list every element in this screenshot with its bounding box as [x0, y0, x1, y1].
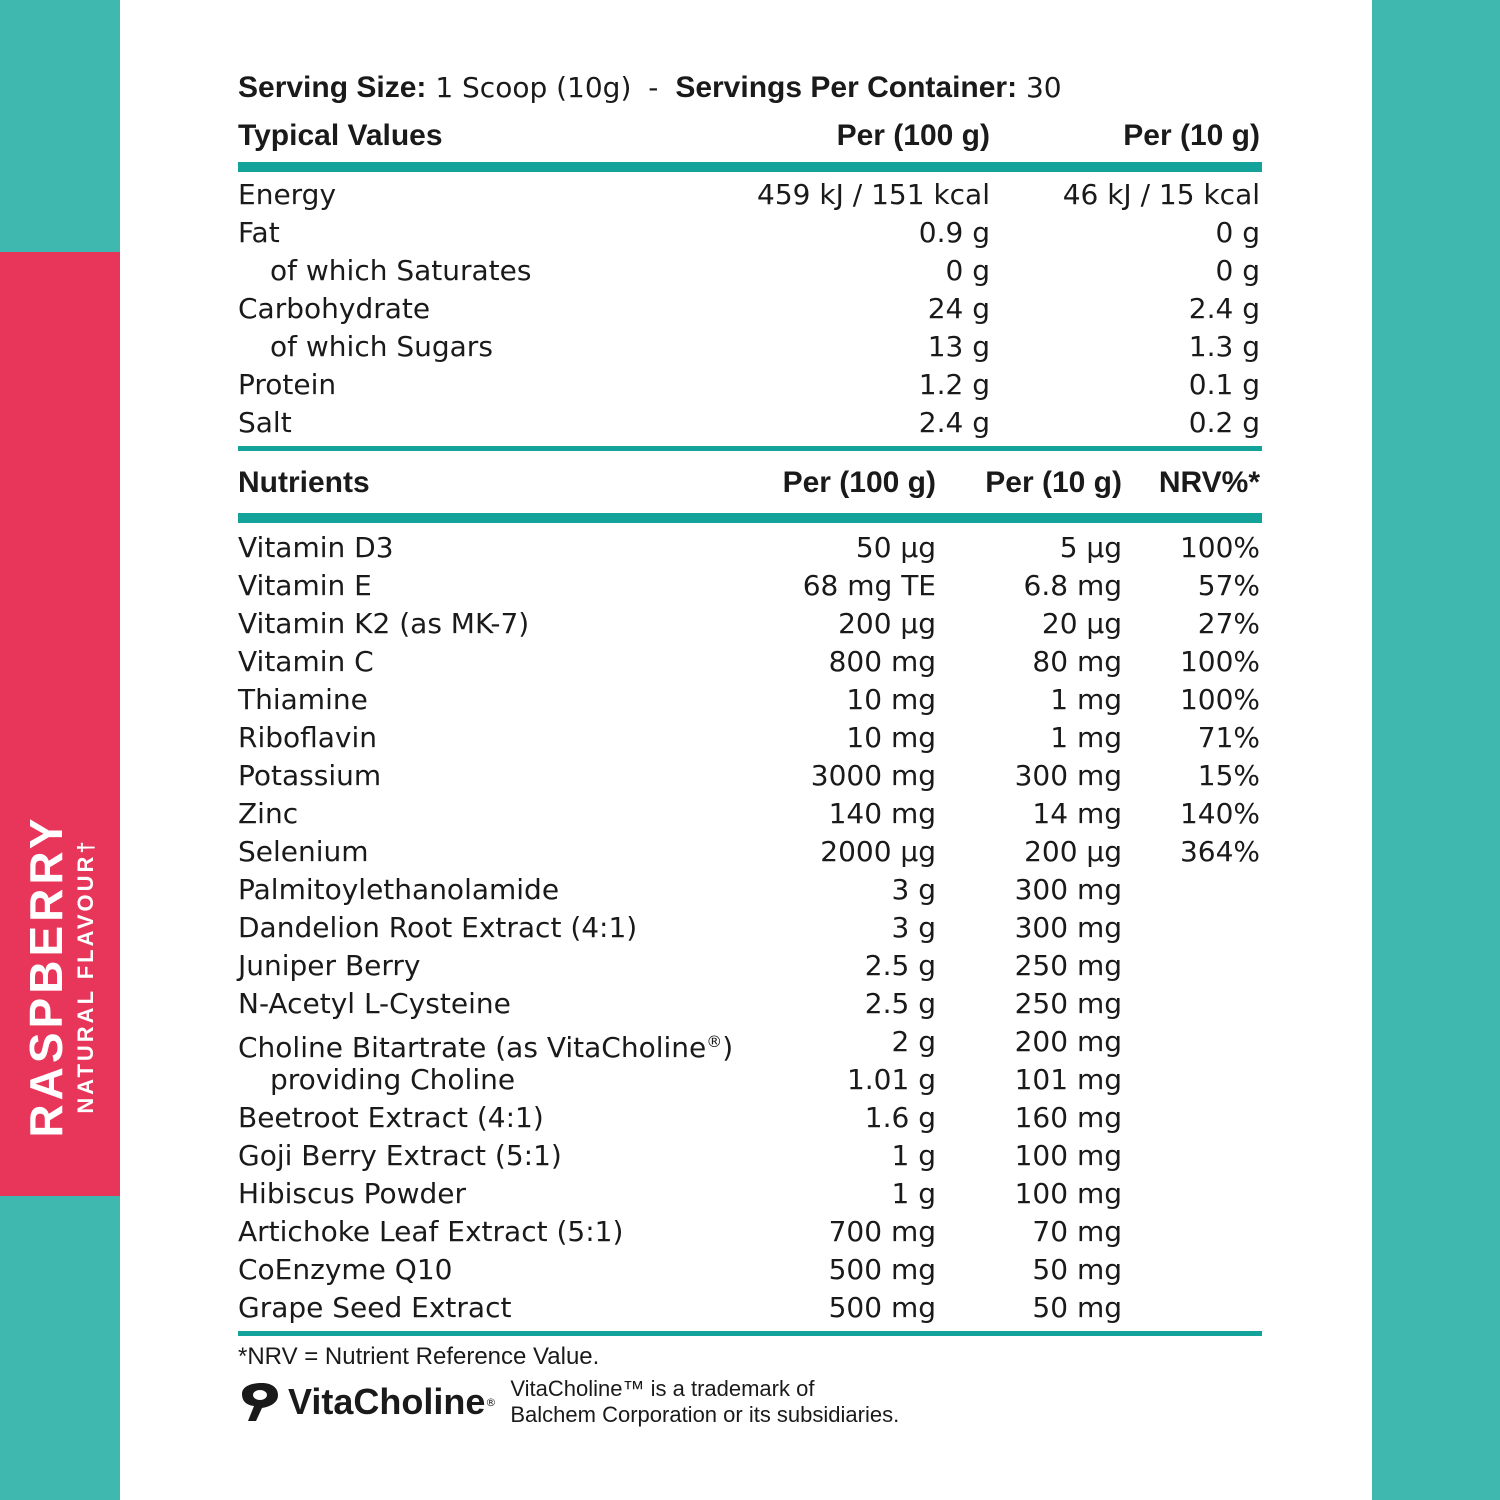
typical-header-label: Typical Values: [238, 119, 443, 152]
nutrient-row-per10: 101 mg: [1014, 1063, 1122, 1096]
nutrient-row-per10: 1 mg: [1050, 721, 1122, 754]
typical-row-per100: 1.2 g: [918, 368, 990, 401]
typical-row: [238, 176, 1262, 214]
nutrient-row: [238, 1023, 1262, 1064]
nutrient-row-label-group: [238, 681, 368, 719]
section-rule: [238, 446, 1262, 451]
nutrient-row-label-group: [238, 947, 420, 985]
nutrient-row: [238, 985, 1262, 1023]
nutrient-row-label-tail: ): [722, 1031, 734, 1064]
nutrient-row: [238, 719, 1262, 757]
nutrient-row-label-group: [238, 1099, 544, 1137]
typical-row: [238, 214, 1262, 252]
servings-per-container-value: 30: [1025, 71, 1062, 104]
nutrient-row-per100: 2.5 g: [864, 987, 936, 1020]
nutrient-row-per10: 5 µg: [1059, 531, 1122, 564]
nutrient-row-nrv: 57%: [1197, 569, 1260, 602]
registered-mark: ®: [706, 1032, 723, 1051]
nutrient-row-label: providing Choline: [270, 1063, 516, 1096]
nutrients-header-per10: Per (10 g): [985, 466, 1122, 499]
nutrient-row-label-group: [238, 1137, 562, 1175]
typical-row-per100: 13 g: [927, 330, 990, 363]
typical-row-per10: 46 kJ / 15 kcal: [1062, 178, 1260, 211]
trademark-note: [510, 1376, 899, 1428]
nutrient-row-per10: 300 mg: [1014, 873, 1122, 906]
flavour-tab: [0, 252, 120, 1196]
nutrient-row-per10: 14 mg: [1032, 797, 1122, 830]
nutrient-row-label: Hibiscus Powder: [238, 1177, 467, 1210]
typical-row-per100: 2.4 g: [918, 406, 990, 439]
nutrient-row: [238, 681, 1262, 719]
typical-row-per10: 0.2 g: [1188, 406, 1260, 439]
nutrient-row-label-group: [238, 1289, 511, 1327]
nutrient-row-per100: 68 mg TE: [802, 569, 936, 602]
nutrient-row-per100: 3000 mg: [810, 759, 936, 792]
nutrient-row-per10: 160 mg: [1014, 1101, 1122, 1134]
nutrient-row-per100: 3 g: [891, 911, 936, 944]
serving-info: [238, 66, 1262, 110]
nutrient-row-label-group: [238, 757, 381, 795]
typical-row: [238, 328, 1262, 366]
typical-row-label: Protein: [238, 368, 337, 401]
servings-per-container-label: Servings Per Container:: [675, 71, 1018, 104]
flavour-label: [21, 814, 99, 1137]
nutrient-row-label: Vitamin E: [238, 569, 372, 602]
nutrient-row-per10: 100 mg: [1014, 1139, 1122, 1172]
nutrient-row-per100: 2.5 g: [864, 949, 936, 982]
nutrient-row-per100: 3 g: [891, 873, 936, 906]
section-rule: [238, 1331, 1262, 1336]
nutrition-panel: [238, 66, 1262, 1374]
nutrient-row: [238, 1175, 1262, 1213]
nutrient-row-per10: 1 mg: [1050, 683, 1122, 716]
nutrient-row-label: Beetroot Extract (4:1): [238, 1101, 544, 1134]
nutrient-row-per100: 10 mg: [846, 683, 936, 716]
nutrients-header: [238, 457, 1262, 509]
nutrient-row-nrv: 15%: [1197, 759, 1260, 792]
nutrient-row: [238, 605, 1262, 643]
typical-row-label: Fat: [238, 216, 280, 249]
typical-row-per100: 0 g: [945, 254, 990, 287]
typical-row: [238, 366, 1262, 404]
nutrient-row-per100: 140 mg: [828, 797, 936, 830]
serving-size-label: Serving Size:: [238, 71, 427, 104]
nutrient-row-per100: 500 mg: [828, 1253, 936, 1286]
nutrient-row-per10: 200 µg: [1024, 835, 1122, 868]
flavour-subtitle: NATURAL FLAVOUR†: [73, 838, 98, 1114]
nutrient-row-nrv: 140%: [1179, 797, 1260, 830]
typical-header-per10: Per (10 g): [1123, 119, 1260, 152]
nutrient-row-per100: 1.6 g: [864, 1101, 936, 1134]
nutrient-row-per10: 250 mg: [1014, 987, 1122, 1020]
vitacholine-logo-text: VitaCholine: [288, 1381, 486, 1422]
typical-row-label: Salt: [238, 406, 292, 439]
nutrient-row-per100: 2000 µg: [820, 835, 936, 868]
nutrient-row-nrv: 100%: [1179, 645, 1260, 678]
nutrient-row-nrv: 100%: [1179, 531, 1260, 564]
typical-row-per10: 0 g: [1215, 216, 1260, 249]
trademark-block: [238, 1374, 899, 1430]
nutrient-row-label: Palmitoylethanolamide: [238, 873, 560, 906]
serving-separator: -: [648, 71, 659, 104]
nutrient-row-label-group: [270, 1061, 515, 1099]
nutrient-row-label: Selenium: [238, 835, 369, 868]
nutrient-row: [238, 1061, 1262, 1099]
nutrient-row-nrv: 100%: [1179, 683, 1260, 716]
nutrient-row-label-group: [238, 719, 377, 757]
nutrient-row-label-group: [238, 871, 559, 909]
nutrient-row-label: Juniper Berry: [238, 949, 421, 982]
typical-row: [238, 404, 1262, 442]
nutrients-header-per100: Per (100 g): [782, 466, 936, 499]
vitacholine-logo-reg: ®: [485, 1395, 497, 1409]
nutrients-header-label: Nutrients: [238, 466, 370, 499]
nutrient-row-per10: 100 mg: [1014, 1177, 1122, 1210]
nutrient-row-per100: 500 mg: [828, 1291, 936, 1324]
nutrient-row: [238, 643, 1262, 681]
nutrient-row-per100: 800 mg: [828, 645, 936, 678]
nutrient-row-label: Vitamin C: [238, 645, 374, 678]
nutrient-row: [238, 1213, 1262, 1251]
vitacholine-logo-icon: [238, 1380, 282, 1424]
nutrient-row-nrv: 364%: [1179, 835, 1260, 868]
nutrient-row-per100: 200 µg: [838, 607, 936, 640]
right-teal-band: [1372, 0, 1500, 1500]
nutrient-row-per100: 50 µg: [855, 531, 936, 564]
nutrient-row: [238, 947, 1262, 985]
serving-size-value: 1 Scoop (10g): [435, 71, 632, 104]
nutrient-row-per10: 50 mg: [1032, 1291, 1122, 1324]
nutrient-row-label-group: [238, 605, 529, 643]
nutrient-row-label-group: [238, 1251, 452, 1289]
nutrient-row-per10: 200 mg: [1014, 1025, 1122, 1058]
trademark-note-line1: VitaCholine™ is a trademark of: [510, 1376, 815, 1401]
typical-row-per10: 0 g: [1215, 254, 1260, 287]
nutrient-row-per10: 70 mg: [1032, 1215, 1122, 1248]
nutrient-row-label: CoEnzyme Q10: [238, 1253, 453, 1286]
nutrient-row-label-group: [238, 833, 369, 871]
nutrient-row: [238, 795, 1262, 833]
nutrient-row-label-group: [238, 643, 374, 681]
typical-row-per10: 0.1 g: [1188, 368, 1260, 401]
nutrient-row-per100: 1 g: [891, 1177, 936, 1210]
nutrient-row-per100: 1.01 g: [846, 1063, 936, 1096]
nutrient-row-label-group: [238, 1175, 466, 1213]
typical-row: [238, 290, 1262, 328]
nutrient-row-per10: 300 mg: [1014, 759, 1122, 792]
nutrient-row-label-group: [238, 985, 511, 1023]
nutrient-row-label-group: [238, 909, 637, 947]
nutrient-row-per100: 2 g: [891, 1025, 936, 1058]
nutrients-table: [238, 529, 1262, 1327]
nutrient-row-label-group: [238, 795, 298, 833]
nutrient-row-label-group: [238, 567, 372, 605]
nutrient-row-label: Artichoke Leaf Extract (5:1): [238, 1215, 624, 1248]
typical-row-label: of which Sugars: [270, 330, 493, 363]
nutrient-row: [238, 757, 1262, 795]
nutrient-row-per100: 10 mg: [846, 721, 936, 754]
nutrient-row: [238, 871, 1262, 909]
typical-row-label: of which Saturates: [270, 254, 532, 287]
typical-row-label: Energy: [238, 178, 337, 211]
typical-row-per100: 24 g: [927, 292, 990, 325]
nutrient-row-label: Vitamin D3: [238, 531, 394, 564]
trademark-note-line2: Balchem Corporation or its subsidiaries.: [510, 1402, 900, 1427]
nutrient-row-label: Zinc: [238, 797, 299, 830]
nutrient-row: [238, 909, 1262, 947]
nutrient-row-per10: 50 mg: [1032, 1253, 1122, 1286]
header-rule: [238, 513, 1262, 523]
typical-row-per10: 1.3 g: [1188, 330, 1260, 363]
nutrient-row-label: Riboflavin: [238, 721, 378, 754]
nutrient-row: [238, 1099, 1262, 1137]
nutrient-row-label: N-Acetyl L-Cysteine: [238, 987, 511, 1020]
nutrient-row-per10: 300 mg: [1014, 911, 1122, 944]
nutrient-row: [238, 833, 1262, 871]
typical-row-label: Carbohydrate: [238, 292, 431, 325]
nutrient-row-label: Vitamin K2 (as MK-7): [238, 607, 530, 640]
nutrient-row-label-group: [238, 529, 394, 567]
nutrient-row: [238, 1289, 1262, 1327]
nutrient-row: [238, 529, 1262, 567]
typical-row-per10: 2.4 g: [1188, 292, 1260, 325]
nutrient-row-label: Grape Seed Extract: [238, 1291, 512, 1324]
nutrient-row-per10: 80 mg: [1032, 645, 1122, 678]
nutrients-header-nrv: NRV%*: [1158, 466, 1260, 499]
typical-row-per100: 459 kJ / 151 kcal: [757, 178, 990, 211]
nutrient-row-per100: 700 mg: [828, 1215, 936, 1248]
nutrient-row-label: Dandelion Root Extract (4:1): [238, 911, 638, 944]
flavour-name: RASPBERRY: [20, 814, 72, 1138]
nutrient-row: [238, 1137, 1262, 1175]
nutrient-row: [238, 1251, 1262, 1289]
header-rule: [238, 162, 1262, 172]
nutrient-row-label: Goji Berry Extract (5:1): [238, 1139, 562, 1172]
nutrient-row-label: Thiamine: [238, 683, 368, 716]
typical-values-header: [238, 110, 1262, 162]
nutrient-row-label: Potassium: [238, 759, 382, 792]
nutrient-row-label: Choline Bitartrate (as VitaCholine: [238, 1031, 707, 1064]
typical-row: [238, 252, 1262, 290]
nutrient-row-nrv: 27%: [1197, 607, 1260, 640]
nutrient-row-per100: 1 g: [891, 1139, 936, 1172]
typical-header-per100: Per (100 g): [836, 119, 990, 152]
nrv-footnote: *NRV = Nutrient Reference Value.: [238, 1343, 600, 1370]
nutrient-row: [238, 567, 1262, 605]
typical-row-per100: 0.9 g: [918, 216, 990, 249]
nutrient-row-label-group: [238, 1213, 623, 1251]
nutrient-row-per10: 6.8 mg: [1023, 569, 1122, 602]
nutrient-row-nrv: 71%: [1197, 721, 1260, 754]
nutrient-row-per10: 20 µg: [1041, 607, 1122, 640]
typical-values-table: [238, 176, 1262, 442]
nutrient-row-per10: 250 mg: [1014, 949, 1122, 982]
